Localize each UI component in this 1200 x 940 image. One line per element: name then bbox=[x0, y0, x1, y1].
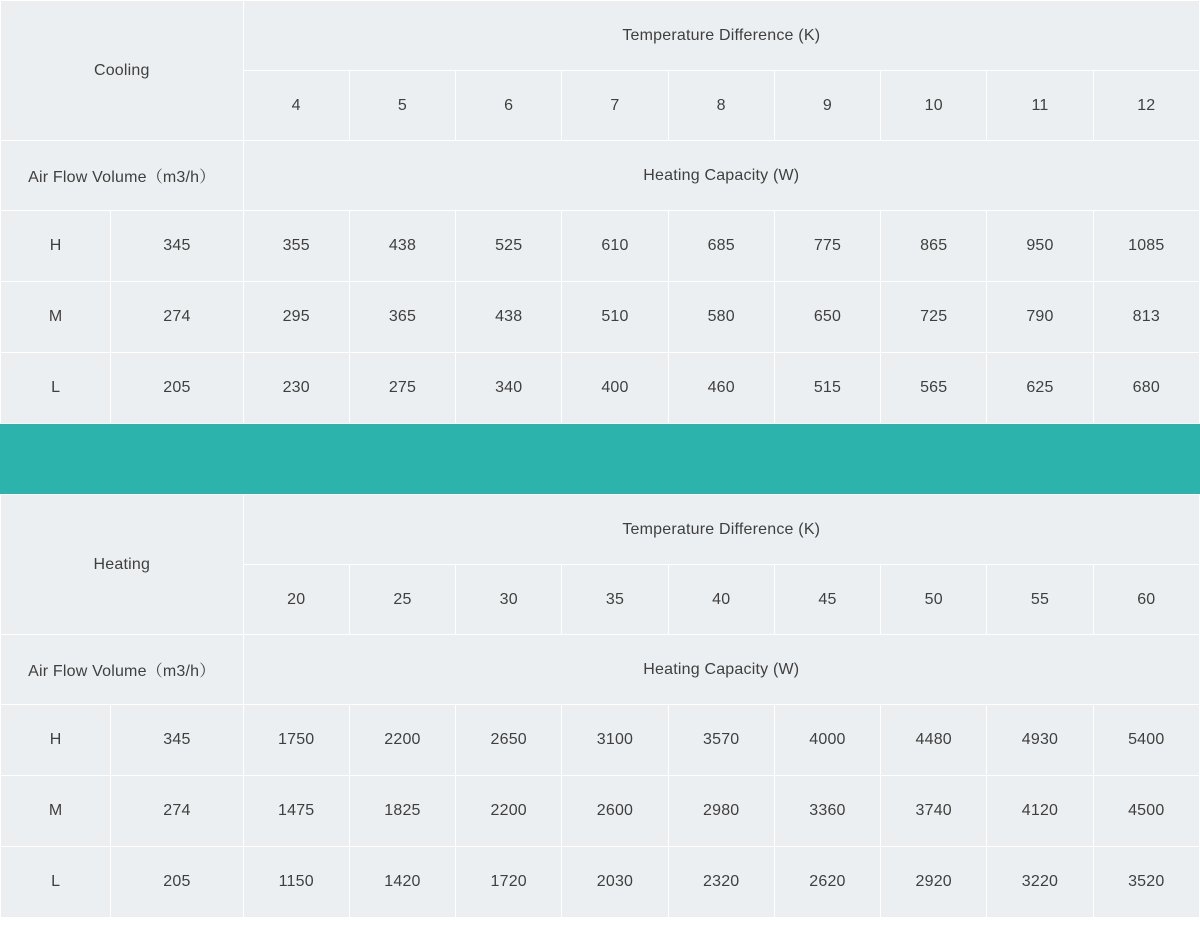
data-cell: 438 bbox=[456, 282, 562, 353]
temp-value: 5 bbox=[349, 71, 455, 141]
data-cell: 3520 bbox=[1093, 847, 1199, 918]
capacity-header-cooling: Heating Capacity (W) bbox=[243, 141, 1199, 211]
data-cell: 1475 bbox=[243, 776, 349, 847]
data-cell: 1420 bbox=[349, 847, 455, 918]
heating-table bbox=[0, 494, 1200, 918]
row-label: L bbox=[1, 847, 111, 918]
data-cell: 4000 bbox=[774, 705, 880, 776]
data-cell: 950 bbox=[987, 211, 1093, 282]
data-cell: 625 bbox=[987, 353, 1093, 424]
table-row bbox=[1, 353, 1200, 424]
data-cell: 1720 bbox=[456, 847, 562, 918]
row-airflow: 345 bbox=[111, 211, 243, 282]
data-cell: 2320 bbox=[668, 847, 774, 918]
data-cell: 1825 bbox=[349, 776, 455, 847]
data-cell: 510 bbox=[562, 282, 668, 353]
temp-value: 7 bbox=[562, 71, 668, 141]
row-airflow: 274 bbox=[111, 282, 243, 353]
row-airflow: 345 bbox=[111, 705, 243, 776]
row-airflow: 274 bbox=[111, 776, 243, 847]
airflow-label-heating: Air Flow Volume（m3/h） bbox=[1, 635, 244, 705]
cooling-table bbox=[0, 0, 1200, 424]
data-cell: 340 bbox=[456, 353, 562, 424]
temp-value: 25 bbox=[349, 565, 455, 635]
data-cell: 580 bbox=[668, 282, 774, 353]
mode-label-cooling: Cooling bbox=[1, 1, 244, 141]
capacity-header-heating: Heating Capacity (W) bbox=[243, 635, 1199, 705]
data-cell: 355 bbox=[243, 211, 349, 282]
data-cell: 230 bbox=[243, 353, 349, 424]
data-cell: 680 bbox=[1093, 353, 1199, 424]
row-airflow: 205 bbox=[111, 353, 243, 424]
temp-value: 12 bbox=[1093, 71, 1199, 141]
data-cell: 1085 bbox=[1093, 211, 1199, 282]
temp-diff-header-heating: Temperature Difference (K) bbox=[243, 495, 1199, 565]
data-cell: 865 bbox=[881, 211, 987, 282]
table-row bbox=[1, 847, 1200, 918]
data-cell: 400 bbox=[562, 353, 668, 424]
data-cell: 2980 bbox=[668, 776, 774, 847]
data-cell: 3360 bbox=[774, 776, 880, 847]
row-label: M bbox=[1, 776, 111, 847]
temp-value: 40 bbox=[668, 565, 774, 635]
data-cell: 460 bbox=[668, 353, 774, 424]
data-cell: 2200 bbox=[456, 776, 562, 847]
data-cell: 1750 bbox=[243, 705, 349, 776]
row-label: L bbox=[1, 353, 111, 424]
data-cell: 525 bbox=[456, 211, 562, 282]
data-cell: 2200 bbox=[349, 705, 455, 776]
data-cell: 1150 bbox=[243, 847, 349, 918]
data-cell: 295 bbox=[243, 282, 349, 353]
data-cell: 685 bbox=[668, 211, 774, 282]
table-row bbox=[1, 705, 1200, 776]
data-cell: 3740 bbox=[881, 776, 987, 847]
temp-value: 4 bbox=[243, 71, 349, 141]
table-row bbox=[1, 635, 1200, 705]
temp-value: 20 bbox=[243, 565, 349, 635]
data-cell: 3100 bbox=[562, 705, 668, 776]
table-row bbox=[1, 211, 1200, 282]
data-cell: 775 bbox=[774, 211, 880, 282]
data-cell: 3570 bbox=[668, 705, 774, 776]
temp-value: 10 bbox=[881, 71, 987, 141]
temp-value: 50 bbox=[881, 565, 987, 635]
table-row bbox=[1, 495, 1200, 565]
temp-value: 55 bbox=[987, 565, 1093, 635]
table-row bbox=[1, 141, 1200, 211]
data-cell: 2620 bbox=[774, 847, 880, 918]
data-cell: 2650 bbox=[456, 705, 562, 776]
table-row bbox=[1, 776, 1200, 847]
data-cell: 4480 bbox=[881, 705, 987, 776]
data-cell: 4930 bbox=[987, 705, 1093, 776]
data-cell: 650 bbox=[774, 282, 880, 353]
temp-value: 8 bbox=[668, 71, 774, 141]
data-cell: 725 bbox=[881, 282, 987, 353]
table-row bbox=[1, 1, 1200, 71]
data-cell: 438 bbox=[349, 211, 455, 282]
data-cell: 5400 bbox=[1093, 705, 1199, 776]
temp-diff-header-cooling: Temperature Difference (K) bbox=[243, 1, 1199, 71]
airflow-label-cooling: Air Flow Volume（m3/h） bbox=[1, 141, 244, 211]
row-airflow: 205 bbox=[111, 847, 243, 918]
data-cell: 813 bbox=[1093, 282, 1199, 353]
temp-value: 60 bbox=[1093, 565, 1199, 635]
data-cell: 2600 bbox=[562, 776, 668, 847]
temp-value: 6 bbox=[456, 71, 562, 141]
data-cell: 790 bbox=[987, 282, 1093, 353]
row-label: H bbox=[1, 211, 111, 282]
temp-value: 9 bbox=[774, 71, 880, 141]
data-cell: 610 bbox=[562, 211, 668, 282]
section-divider bbox=[0, 424, 1200, 494]
data-cell: 275 bbox=[349, 353, 455, 424]
mode-label-heating: Heating bbox=[1, 495, 244, 635]
temp-value: 45 bbox=[774, 565, 880, 635]
data-cell: 2920 bbox=[881, 847, 987, 918]
data-cell: 515 bbox=[774, 353, 880, 424]
temp-value: 11 bbox=[987, 71, 1093, 141]
data-cell: 365 bbox=[349, 282, 455, 353]
temp-value: 35 bbox=[562, 565, 668, 635]
row-label: H bbox=[1, 705, 111, 776]
temp-value: 30 bbox=[456, 565, 562, 635]
table-row bbox=[1, 282, 1200, 353]
data-cell: 4500 bbox=[1093, 776, 1199, 847]
data-cell: 565 bbox=[881, 353, 987, 424]
row-label: M bbox=[1, 282, 111, 353]
data-cell: 4120 bbox=[987, 776, 1093, 847]
data-cell: 3220 bbox=[987, 847, 1093, 918]
data-cell: 2030 bbox=[562, 847, 668, 918]
